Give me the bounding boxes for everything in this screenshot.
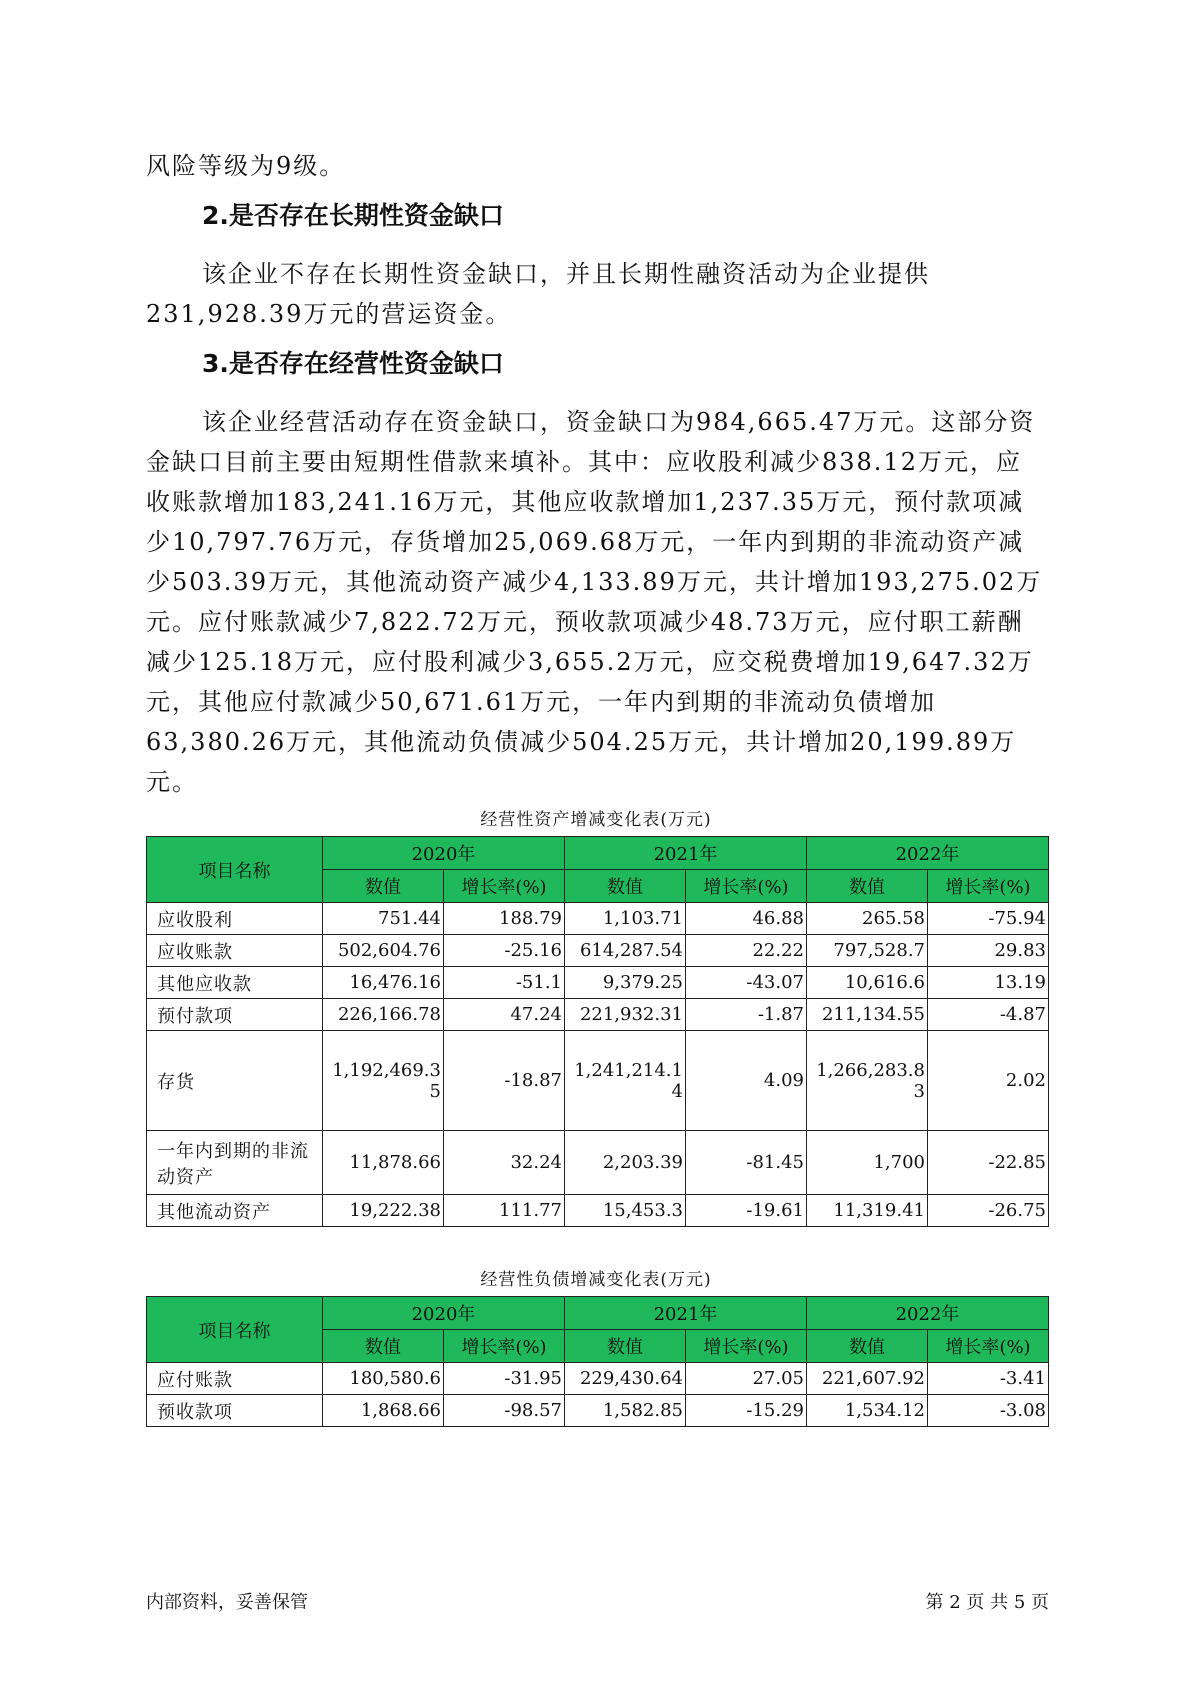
header-rate: 增长率(%): [686, 870, 807, 903]
asset-table-caption: 经营性资产增减变化表(万元): [480, 810, 712, 830]
cell-value: 1,103.71: [565, 903, 686, 935]
footer-page-number: 第 2 页 共 5 页: [925, 1592, 1049, 1613]
cell-rate: 4.09: [686, 1031, 807, 1131]
cell-rate: 13.19: [928, 967, 1049, 999]
header-year-2020: 2020年: [323, 1297, 565, 1330]
table-row: [147, 903, 1049, 935]
cell-rate: 29.83: [928, 935, 1049, 967]
header-year-2022: 2022年: [807, 1297, 1049, 1330]
cell-rate: -31.95: [444, 1363, 565, 1395]
cell-value: 797,528.7: [807, 935, 928, 967]
table-row: [147, 1363, 1049, 1395]
cell-rate: -15.29: [686, 1395, 807, 1427]
cell-value: 1,700: [807, 1131, 928, 1195]
header-value: 数值: [807, 1330, 928, 1363]
cell-value: 229,430.64: [565, 1363, 686, 1395]
cell-rate: -18.87: [444, 1031, 565, 1131]
table-row: [147, 1031, 1049, 1131]
header-value: 数值: [807, 870, 928, 903]
header-rate: 增长率(%): [444, 1330, 565, 1363]
cell-rate: 22.22: [686, 935, 807, 967]
cell-value: 180,580.6: [323, 1363, 444, 1395]
cell-value: 1,241,214.14: [565, 1031, 686, 1131]
heading-long-term-gap: 2.是否存在长期性资金缺口: [202, 201, 504, 230]
cell-rate: -51.1: [444, 967, 565, 999]
cell-value: 221,607.92: [807, 1363, 928, 1395]
cell-rate: 188.79: [444, 903, 565, 935]
cell-rate: 111.77: [444, 1195, 565, 1227]
table-row: [147, 1131, 1049, 1195]
cell-rate: -3.41: [928, 1363, 1049, 1395]
heading-operating-gap: 3.是否存在经营性资金缺口: [202, 349, 504, 378]
cell-value: 211,134.55: [807, 999, 928, 1031]
liability-change-table: [146, 1296, 1049, 1427]
cell-rate: -4.87: [928, 999, 1049, 1031]
cell-rate: 32.24: [444, 1131, 565, 1195]
header-year-2021: 2021年: [565, 837, 807, 870]
header-rate: 增长率(%): [928, 870, 1049, 903]
cell-value: 1,266,283.83: [807, 1031, 928, 1131]
header-item-name: 项目名称: [147, 1297, 323, 1363]
asset-change-table: [146, 836, 1049, 1227]
cell-value: 1,582.85: [565, 1395, 686, 1427]
row-name: 应收账款: [147, 935, 323, 967]
cell-rate: -1.87: [686, 999, 807, 1031]
row-name: 预收款项: [147, 1395, 323, 1427]
header-value: 数值: [323, 870, 444, 903]
cell-value: 11,319.41: [807, 1195, 928, 1227]
cell-rate: -19.61: [686, 1195, 807, 1227]
row-name: 存货: [147, 1031, 323, 1131]
header-value: 数值: [565, 1330, 686, 1363]
cell-rate: 2.02: [928, 1031, 1049, 1131]
table-row: [147, 999, 1049, 1031]
footer-confidential-note: 内部资料，妥善保管: [146, 1592, 308, 1613]
cell-value: 15,453.3: [565, 1195, 686, 1227]
cell-value: 19,222.38: [323, 1195, 444, 1227]
cell-rate: -25.16: [444, 935, 565, 967]
paragraph-operating-gap: 该企业经营活动存在资金缺口，资金缺口为984,665.47万元。这部分资金缺口目前主要由短期性借款来填补。其中：应收股利减少838.12万元，应收账款增加183,241.16万元，其他应收款增加1,237.35万元，预付款项减少10,797.76万元，存货增加25,069.68万元，一年内到期的非流动资产减少503.39万元，其他流动资产减少4,133.89万元，共计增加193,275.02万元。应付账款减少7,822.72万元，预收款项减少48.73万元，应付职工薪酬减少125.18万元，应付股利减少3,655.2万元，应交税费增加19,647.32万元，其他应付款减少50,671.61万元，一年内到期的非流动负债增加63,380.26万元，其他流动负债减少504.25万元，共计增加20,199.89万元。: [146, 408, 1043, 796]
cell-value: 16,476.16: [323, 967, 444, 999]
cell-value: 9,379.25: [565, 967, 686, 999]
cell-rate: 47.24: [444, 999, 565, 1031]
row-name: 预付款项: [147, 999, 323, 1031]
cell-rate: 46.88: [686, 903, 807, 935]
cell-rate: -3.08: [928, 1395, 1049, 1427]
row-name: 应付账款: [147, 1363, 323, 1395]
cell-value: 2,203.39: [565, 1131, 686, 1195]
cell-rate: -98.57: [444, 1395, 565, 1427]
header-year-2021: 2021年: [565, 1297, 807, 1330]
header-item-name: 项目名称: [147, 837, 323, 903]
cell-value: 11,878.66: [323, 1131, 444, 1195]
cell-value: 265.58: [807, 903, 928, 935]
row-name: 一年内到期的非流动资产: [147, 1131, 323, 1195]
table-row: [147, 935, 1049, 967]
cell-value: 614,287.54: [565, 935, 686, 967]
row-name: 其他流动资产: [147, 1195, 323, 1227]
cell-rate: -75.94: [928, 903, 1049, 935]
cell-rate: -81.45: [686, 1131, 807, 1195]
row-name: 应收股利: [147, 903, 323, 935]
cell-rate: 27.05: [686, 1363, 807, 1395]
table-row: [147, 967, 1049, 999]
header-value: 数值: [323, 1330, 444, 1363]
cell-value: 226,166.78: [323, 999, 444, 1031]
cell-value: 10,616.6: [807, 967, 928, 999]
cell-rate: -22.85: [928, 1131, 1049, 1195]
header-value: 数值: [565, 870, 686, 903]
header-year-2020: 2020年: [323, 837, 565, 870]
cell-value: 502,604.76: [323, 935, 444, 967]
paragraph-long-term-gap: 该企业不存在长期性资金缺口，并且长期性融资活动为企业提供231,928.39万元的营运资金。: [146, 260, 930, 328]
paragraph-risk-level: 风险等级为9级。: [146, 152, 346, 180]
cell-value: 1,868.66: [323, 1395, 444, 1427]
row-name: 其他应收款: [147, 967, 323, 999]
table-row: [147, 1395, 1049, 1427]
cell-value: 1,534.12: [807, 1395, 928, 1427]
header-rate: 增长率(%): [686, 1330, 807, 1363]
cell-value: 221,932.31: [565, 999, 686, 1031]
cell-rate: -43.07: [686, 967, 807, 999]
liability-table-caption: 经营性负债增减变化表(万元): [480, 1270, 712, 1290]
table-row: [147, 1195, 1049, 1227]
header-rate: 增长率(%): [928, 1330, 1049, 1363]
cell-value: 751.44: [323, 903, 444, 935]
header-rate: 增长率(%): [444, 870, 565, 903]
cell-value: 1,192,469.35: [323, 1031, 444, 1131]
header-year-2022: 2022年: [807, 837, 1049, 870]
cell-rate: -26.75: [928, 1195, 1049, 1227]
